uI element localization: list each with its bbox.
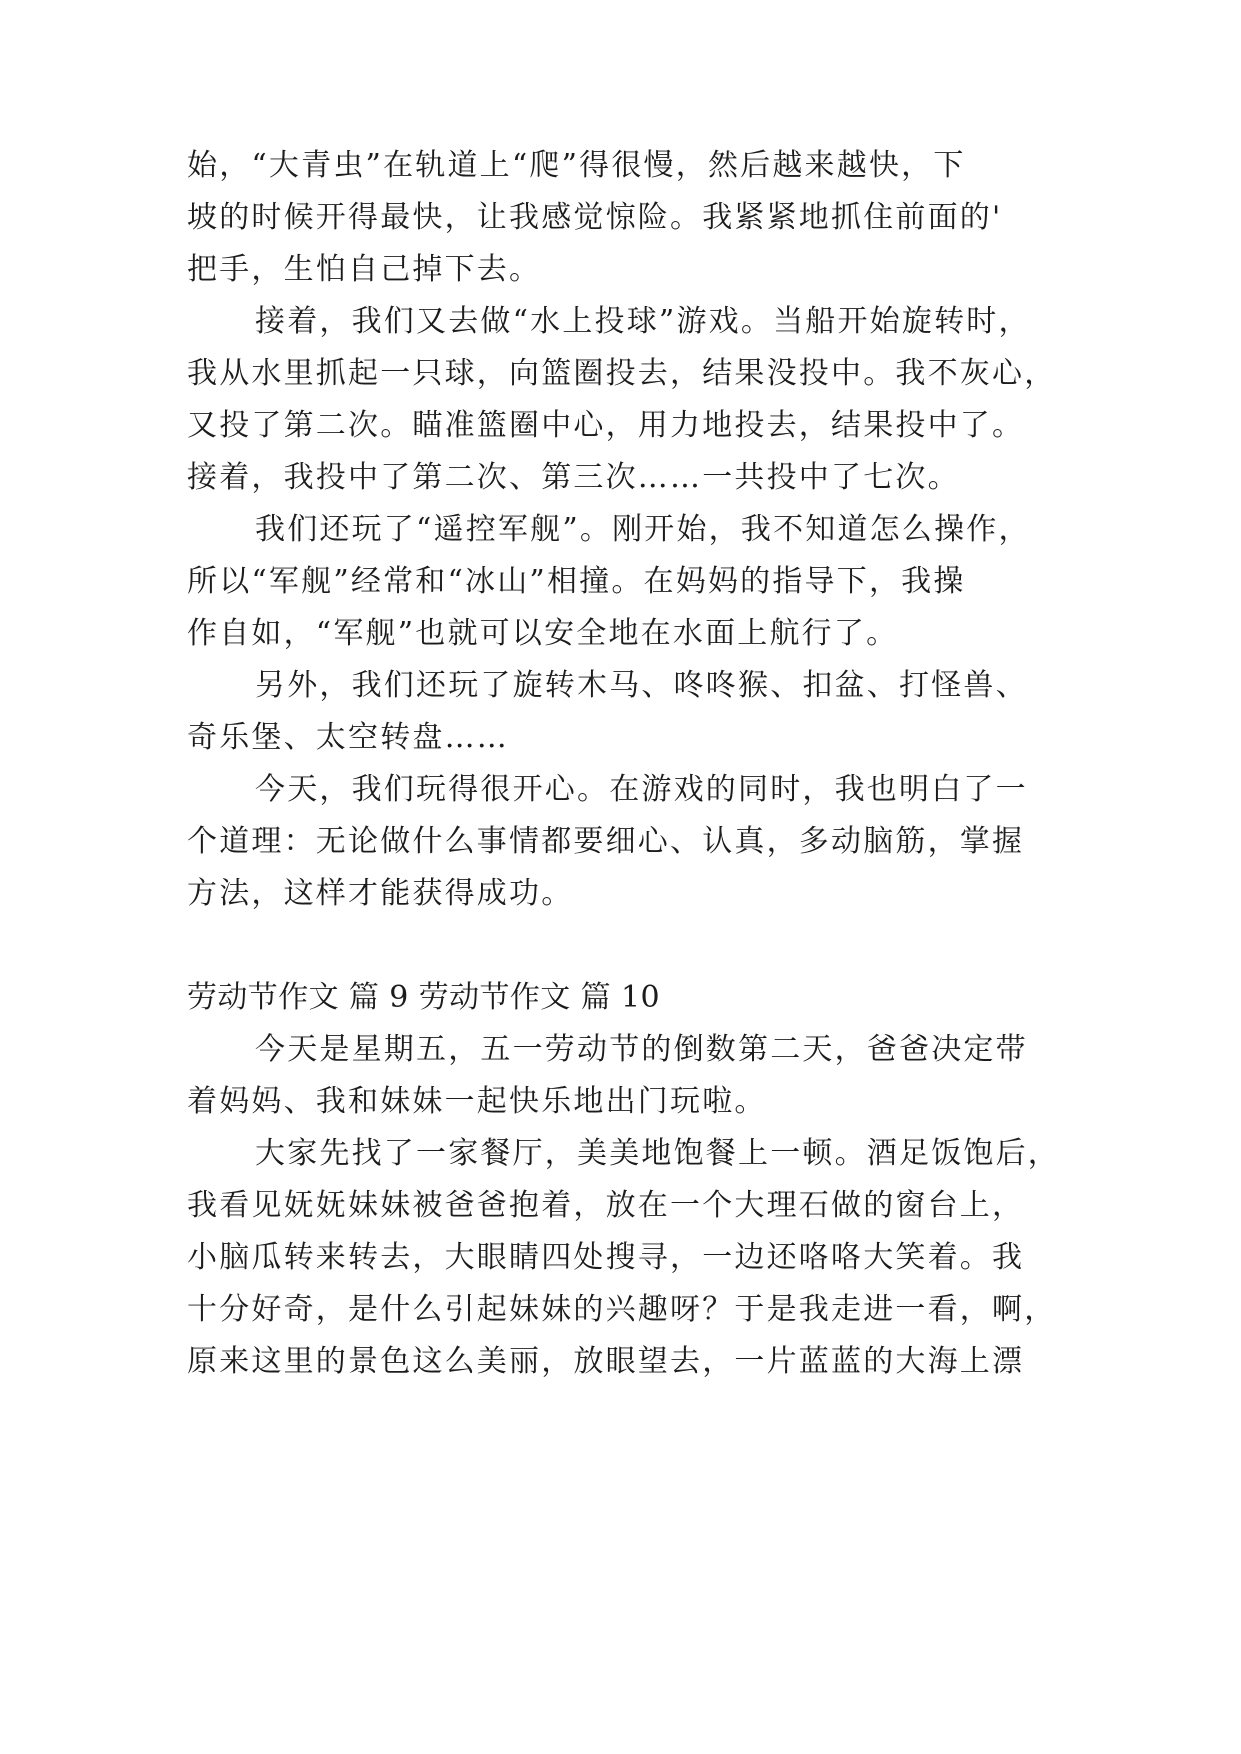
paragraph-line: 把手，生怕自己掉下去。 (187, 252, 542, 287)
paragraph-line: 作自如，“军舰”也就可以安全地在水面上航行了。 (187, 616, 899, 651)
paragraph-line: 大家先找了一家餐厅，美美地饱餐上一顿。酒足饭饱后， (255, 1136, 1060, 1171)
section-heading: 劳动节作文 篇 9 劳动节作文 篇 10 (187, 980, 660, 1015)
paragraph-line: 方法，这样才能获得成功。 (187, 876, 574, 911)
paragraph-line: 所以“军舰”经常和“冰山”相撞。在妈妈的指导下，我操 (187, 564, 966, 599)
paragraph-line: 另外，我们还玩了旋转木马、咚咚猴、扣盆、打怪兽、 (255, 668, 1028, 703)
paragraph-line: 十分好奇，是什么引起妹妹的兴趣呀？于是我走进一看，啊， (187, 1292, 1057, 1327)
paragraph-line: 我们还玩了“遥控军舰”。刚开始，我不知道怎么操作， (255, 512, 1031, 547)
paragraph-line: 个道理：无论做什么事情都要细心、认真，多动脑筋，掌握 (187, 824, 1025, 859)
paragraph-line: 小脑瓜转来转去，大眼睛四处搜寻，一边还咯咯大笑着。我 (187, 1240, 1025, 1275)
paragraph-line: 奇乐堡、太空转盘…… (187, 720, 509, 755)
paragraph-line: 又投了第二次。瞄准篮圈中心，用力地投去，结果投中了。 (187, 408, 1025, 443)
paragraph-line: 接着，我们又去做“水上投球”游戏。当船开始旋转时， (255, 304, 1031, 339)
paragraph-line: 着妈妈、我和妹妹一起快乐地出门玩啦。 (187, 1084, 767, 1119)
paragraph-line: 今天，我们玩得很开心。在游戏的同时，我也明白了一 (255, 772, 1028, 807)
paragraph-line: 我从水里抓起一只球，向篮圈投去，结果没投中。我不灰心， (187, 356, 1057, 391)
paragraph-line: 始，“大青虫”在轨道上“爬”得很慢，然后越来越快，下 (187, 148, 966, 183)
paragraph-line: 原来这里的景色这么美丽，放眼望去，一片蓝蓝的大海上漂 (187, 1344, 1025, 1379)
paragraph-line: 我看见妩妩妹妹被爸爸抱着，放在一个大理石做的窗台上， (187, 1188, 1025, 1223)
paragraph-line: 坡的时候开得最快，让我感觉惊险。我紧紧地抓住前面的' (187, 200, 1003, 235)
paragraph-line: 接着，我投中了第二次、第三次……一共投中了七次。 (187, 460, 960, 495)
paragraph-line: 今天是星期五，五一劳动节的倒数第二天，爸爸决定带 (255, 1032, 1028, 1067)
